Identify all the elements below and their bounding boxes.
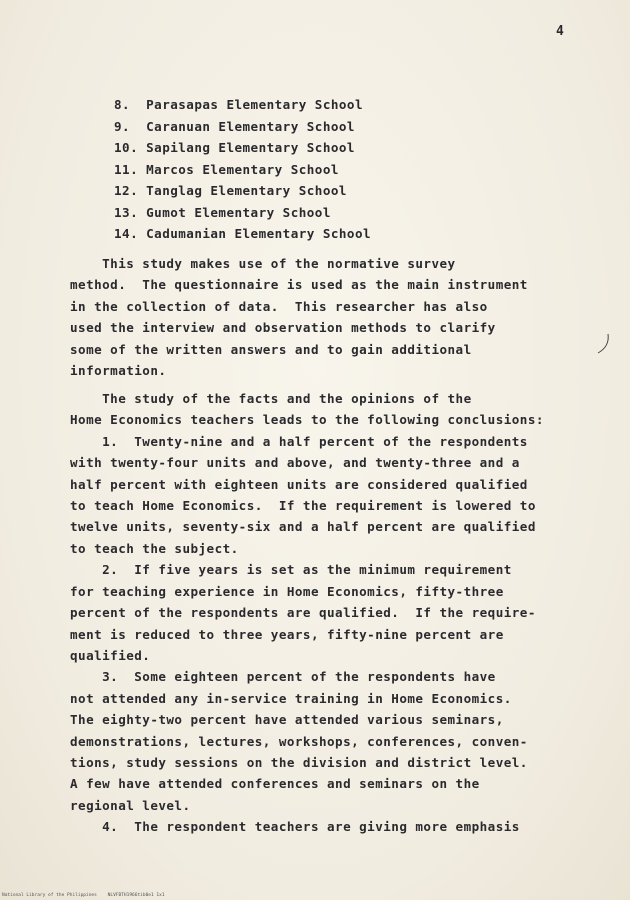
school-list-item: 14. Cadumanian Elementary School — [114, 226, 372, 241]
conclusion-3-line: 3. Some eighteen percent of the respondents have — [70, 669, 496, 684]
method-paragraph-line: in the collection of data. This researcher has also — [70, 299, 488, 314]
conclusion-3-line: regional level. — [70, 798, 191, 813]
conclusion-2-line: for teaching experience in Home Economics, fifty-three — [70, 584, 504, 599]
conclusion-3-line: The eighty-two percent have attended various seminars, — [70, 712, 504, 727]
conclusions-intro-line: The study of the facts and the opinions of the — [70, 391, 472, 406]
conclusion-2-line: percent of the respondents are qualified. If the require- — [70, 605, 536, 620]
method-paragraph-line: method. The questionnaire is used as the main instrument — [70, 277, 528, 292]
school-list-item: 9. Caranuan Elementary School — [114, 119, 355, 134]
conclusion-1-line: 1. Twenty-nine and a half percent of the respondents — [70, 434, 528, 449]
margin-pencil-mark — [596, 333, 612, 355]
conclusion-1-line: half percent with eighteen units are considered qualified — [70, 477, 528, 492]
conclusions-intro-line: Home Economics teachers leads to the following conclusions: — [70, 412, 544, 427]
conclusion-2-line: 2. If five years is set as the minimum requirement — [70, 562, 512, 577]
page-number: 4 — [556, 24, 564, 39]
conclusion-1-line: to teach Home Economics. If the requirement is lowered to — [70, 498, 536, 513]
conclusion-1-line: twelve units, seventy-six and a half percent are qualified — [70, 519, 536, 534]
conclusion-3-line: demonstrations, lectures, workshops, conferences, conven- — [70, 734, 528, 749]
school-list-item: 10. Sapilang Elementary School — [114, 140, 355, 155]
conclusion-1-line: with twenty-four units and above, and twenty-three and a — [70, 455, 520, 470]
method-paragraph-line: information. — [70, 363, 167, 378]
method-paragraph-line: used the interview and observation methods to clarify — [70, 320, 496, 335]
school-list-item: 13. Gumot Elementary School — [114, 205, 331, 220]
conclusion-2-line: ment is reduced to three years, fifty-nine percent are — [70, 627, 504, 642]
conclusion-2-line: qualified. — [70, 648, 151, 663]
archive-footer: National Library of the Philippines NLVFBTH1966tib0e1 1x1 — [2, 893, 165, 898]
method-paragraph-line: This study makes use of the normative survey — [70, 256, 456, 271]
method-paragraph-line: some of the written answers and to gain additional — [70, 342, 472, 357]
school-list-item: 11. Marcos Elementary School — [114, 162, 339, 177]
school-list-item: 8. Parasapas Elementary School — [114, 97, 363, 112]
conclusion-3-line: A few have attended conferences and seminars on the — [70, 776, 480, 791]
conclusion-3-line: tions, study sessions on the division and district level. — [70, 755, 528, 770]
conclusion-4-line: 4. The respondent teachers are giving more emphasis — [70, 819, 520, 834]
conclusion-3-line: not attended any in-service training in Home Economics. — [70, 691, 512, 706]
conclusion-1-line: to teach the subject. — [70, 541, 239, 556]
school-list-item: 12. Tanglag Elementary School — [114, 183, 347, 198]
